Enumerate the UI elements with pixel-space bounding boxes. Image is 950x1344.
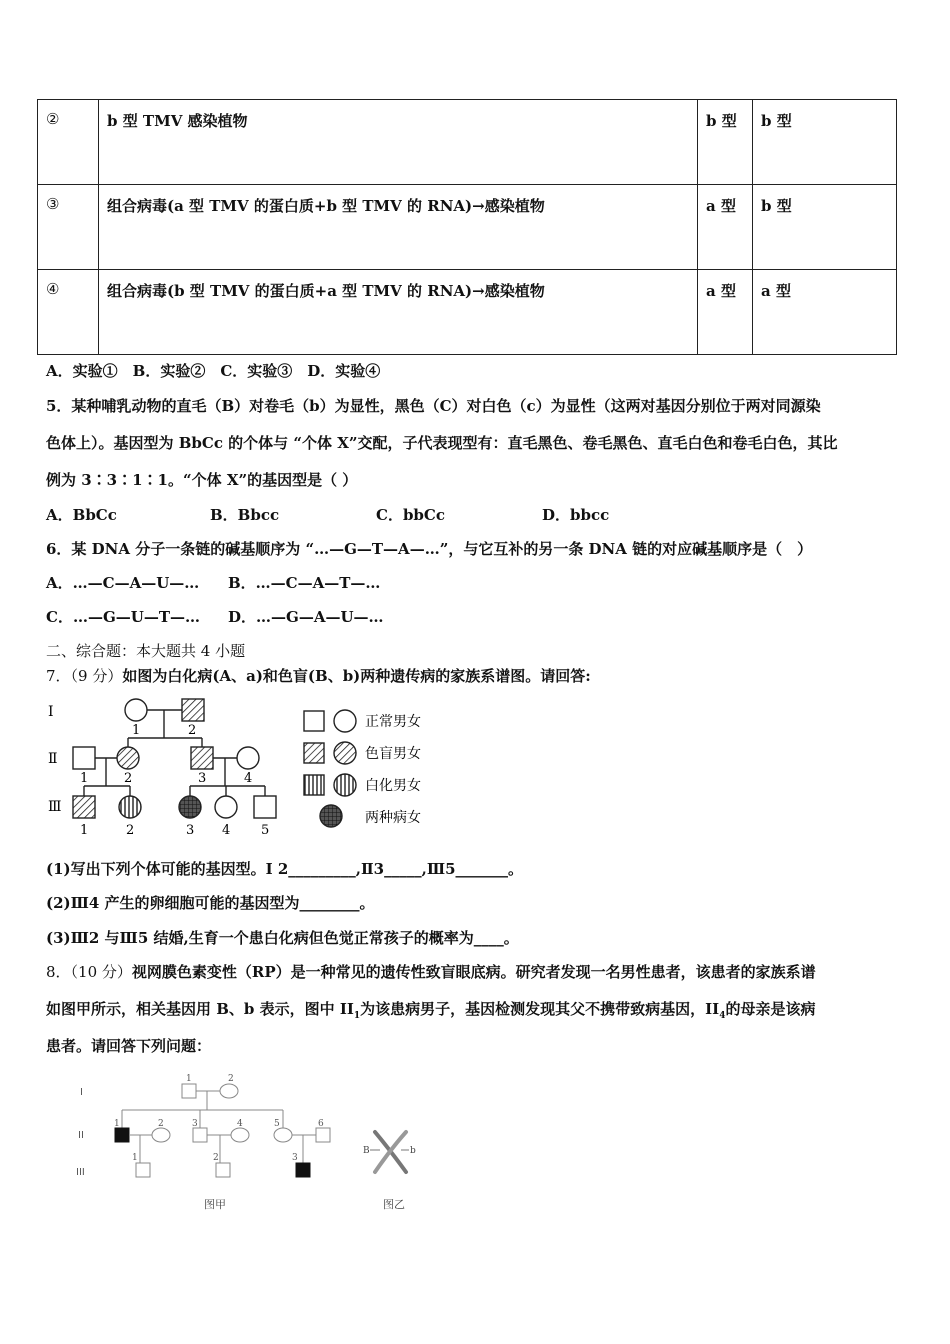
chromosome-figure bbox=[363, 1132, 416, 1172]
q4-options: A．实验① B．实验② C．实验③ D．实验④ bbox=[46, 362, 381, 380]
gen-label-III: Ⅲ bbox=[48, 799, 62, 815]
pedigree-male-III5 bbox=[254, 796, 276, 818]
q8-line2-sub1: 1 bbox=[353, 1011, 361, 1021]
q6-stem: 6．某 DNA 分子一条链的碱基顺序为 “…—G—T—A—…”，与它互补的另一条 DNA 链的对应碱基顺序是（ ） bbox=[46, 540, 813, 558]
q8-label-I1: 1 bbox=[186, 1074, 192, 1084]
table-row bbox=[38, 100, 897, 185]
q8-label-II3: 3 bbox=[192, 1119, 198, 1129]
q5-option-c: C．bbCc bbox=[376, 506, 445, 524]
q5-option-a: A．BbCc bbox=[46, 506, 117, 524]
row-number: ④ bbox=[38, 270, 99, 355]
q6-option-b: B．…—C—A—T—… bbox=[228, 574, 381, 592]
q8-stem-line1 bbox=[46, 961, 816, 982]
q8-label-II2: 2 bbox=[158, 1119, 164, 1129]
row-number: ③ bbox=[38, 185, 99, 270]
legend-normal: 正常男女 bbox=[365, 714, 421, 730]
pedigree-male-II3 bbox=[191, 747, 213, 769]
q7-sub3: (3)Ⅲ2 与Ⅲ5 结婚,生育一个患白化病但色觉正常孩子的概率为____。 bbox=[46, 929, 519, 947]
fig-yi-caption: 图乙 bbox=[383, 1198, 405, 1211]
row-col3: b 型 bbox=[698, 100, 753, 185]
q8-figures bbox=[70, 1070, 430, 1220]
row-description: 组合病毒(b 型 TMV 的蛋白质+a 型 TMV 的 RNA)→感染植物 bbox=[99, 270, 698, 355]
q8-stem-prefix: 8．（10 分） bbox=[46, 963, 132, 981]
q8-label-III1: 1 bbox=[132, 1153, 138, 1163]
label-II4: 4 bbox=[244, 771, 253, 786]
legend-albinism: 白化男女 bbox=[365, 778, 421, 794]
legend-both: 两种病女 bbox=[365, 810, 421, 826]
label-III2: 2 bbox=[126, 823, 135, 838]
q7-stem bbox=[46, 665, 591, 686]
q7-stem-text: 如图为白化病(A、a)和色盲(B、b)两种遗传病的家族系谱图。请回答: bbox=[122, 667, 591, 685]
q7-stem-prefix: 7．（9 分） bbox=[46, 667, 123, 685]
q8-label-III2: 2 bbox=[213, 1153, 219, 1163]
row-col4: b 型 bbox=[753, 100, 897, 185]
q8-line2-part3: 的母亲是该病 bbox=[725, 1000, 816, 1018]
row-col3: a 型 bbox=[698, 185, 753, 270]
q6-option-a: A．…—C—A—U—… bbox=[46, 574, 200, 592]
table-row bbox=[38, 270, 897, 355]
q5-option-b: B．Bbcc bbox=[210, 506, 280, 524]
q8-stem-line2 bbox=[46, 998, 815, 1021]
pedigree-female-II2 bbox=[117, 747, 139, 769]
q8-line2-sub2: 4 bbox=[719, 1011, 726, 1021]
q7-sub1: (1)写出下列个体可能的基因型。Ⅰ 2_________,Ⅱ3_____,Ⅲ5_______。 bbox=[46, 860, 524, 878]
pedigree-male-I2 bbox=[182, 699, 204, 721]
label-II1: 1 bbox=[80, 771, 89, 786]
pedigree-female-II4 bbox=[237, 747, 259, 769]
q8-gen-II: II bbox=[78, 1130, 84, 1141]
q8-label-I2: 2 bbox=[228, 1074, 234, 1084]
q8-label-III3: 3 bbox=[292, 1153, 298, 1163]
row-col4: b 型 bbox=[753, 185, 897, 270]
q8-stem-text: 视网膜色素变性（RP）是一种常见的遗传性致盲眼底病。研究者发现一名男性患者，该患者的家族系谱 bbox=[131, 963, 816, 981]
gen-label-II: Ⅱ bbox=[48, 751, 58, 767]
label-III3: 3 bbox=[186, 823, 195, 838]
q8-affected-II1 bbox=[115, 1128, 129, 1142]
q8-affected-III3 bbox=[296, 1163, 310, 1177]
label-II3: 3 bbox=[198, 771, 207, 786]
q5-option-d: D．bbcc bbox=[542, 506, 610, 524]
q8-line2-part1: 如图甲所示，相关基因用 B、b 表示，图中 II bbox=[46, 1000, 354, 1018]
q5-stem-line2: 色体上）。基因型为 BbCc 的个体与 “个体 X”交配，子代表现型有：直毛黑色、卷毛黑色、直毛白色和卷毛白色，其比 bbox=[46, 434, 838, 452]
table-row bbox=[38, 185, 897, 270]
label-III5: 5 bbox=[261, 823, 270, 838]
q6-option-d: D．…—G—A—U—… bbox=[228, 608, 384, 626]
q8-stem-line3: 患者。请回答下列问题： bbox=[46, 1037, 212, 1055]
pedigree-female-I1 bbox=[125, 699, 147, 721]
q8-gen-III: III bbox=[76, 1167, 85, 1178]
legend-colorblind: 色盲男女 bbox=[365, 746, 421, 762]
q8-gen-I: I bbox=[80, 1087, 83, 1098]
pedigree-male-III1 bbox=[73, 796, 95, 818]
label-III1: 1 bbox=[80, 823, 89, 838]
q8-label-II5: 5 bbox=[274, 1119, 280, 1129]
q5-stem-line3: 例为 3∶3∶1∶1。“个体 X”的基因型是（ ） bbox=[46, 471, 358, 489]
pedigree-female-III3 bbox=[179, 796, 201, 818]
label-III4: 4 bbox=[222, 823, 231, 838]
q8-label-II6: 6 bbox=[318, 1119, 324, 1129]
fig-jia-caption: 图甲 bbox=[204, 1198, 226, 1211]
pedigree-female-III4 bbox=[215, 796, 237, 818]
q8-line2-part2: 为该患病男子，基因检测发现其父不携带致病基因，II bbox=[360, 1000, 720, 1018]
q6-option-c: C．…—G—U—T—… bbox=[46, 608, 200, 626]
q5-stem-line1: 5．某种哺乳动物的直毛（B）对卷毛（b）为显性，黑色（C）对白色（c）为显性（这两对基因分别位于两对同源染 bbox=[46, 397, 821, 415]
section-heading: 二、综合题：本大题共 4 小题 bbox=[46, 642, 246, 660]
gen-label-I: Ⅰ bbox=[48, 704, 54, 720]
chrom-label-B: B bbox=[363, 1146, 370, 1156]
row-col3: a 型 bbox=[698, 270, 753, 355]
q7-pedigree bbox=[40, 692, 450, 842]
q8-label-II1: 1 bbox=[114, 1119, 120, 1129]
pedigree-female-III2 bbox=[119, 796, 141, 818]
row-description: b 型 TMV 感染植物 bbox=[99, 100, 698, 185]
row-col4: a 型 bbox=[753, 270, 897, 355]
pedigree-male-II1 bbox=[73, 747, 95, 769]
label-I2: 2 bbox=[188, 723, 197, 738]
label-II2: 2 bbox=[124, 771, 133, 786]
chrom-label-b: b bbox=[410, 1146, 416, 1156]
row-description: 组合病毒(a 型 TMV 的蛋白质+b 型 TMV 的 RNA)→感染植物 bbox=[99, 185, 698, 270]
q7-sub2: (2)Ⅲ4 产生的卵细胞可能的基因型为________。 bbox=[46, 894, 375, 912]
experiment-table bbox=[37, 99, 897, 355]
label-I1: 1 bbox=[132, 723, 141, 738]
q8-label-II4: 4 bbox=[237, 1119, 243, 1129]
row-number: ② bbox=[38, 100, 99, 185]
